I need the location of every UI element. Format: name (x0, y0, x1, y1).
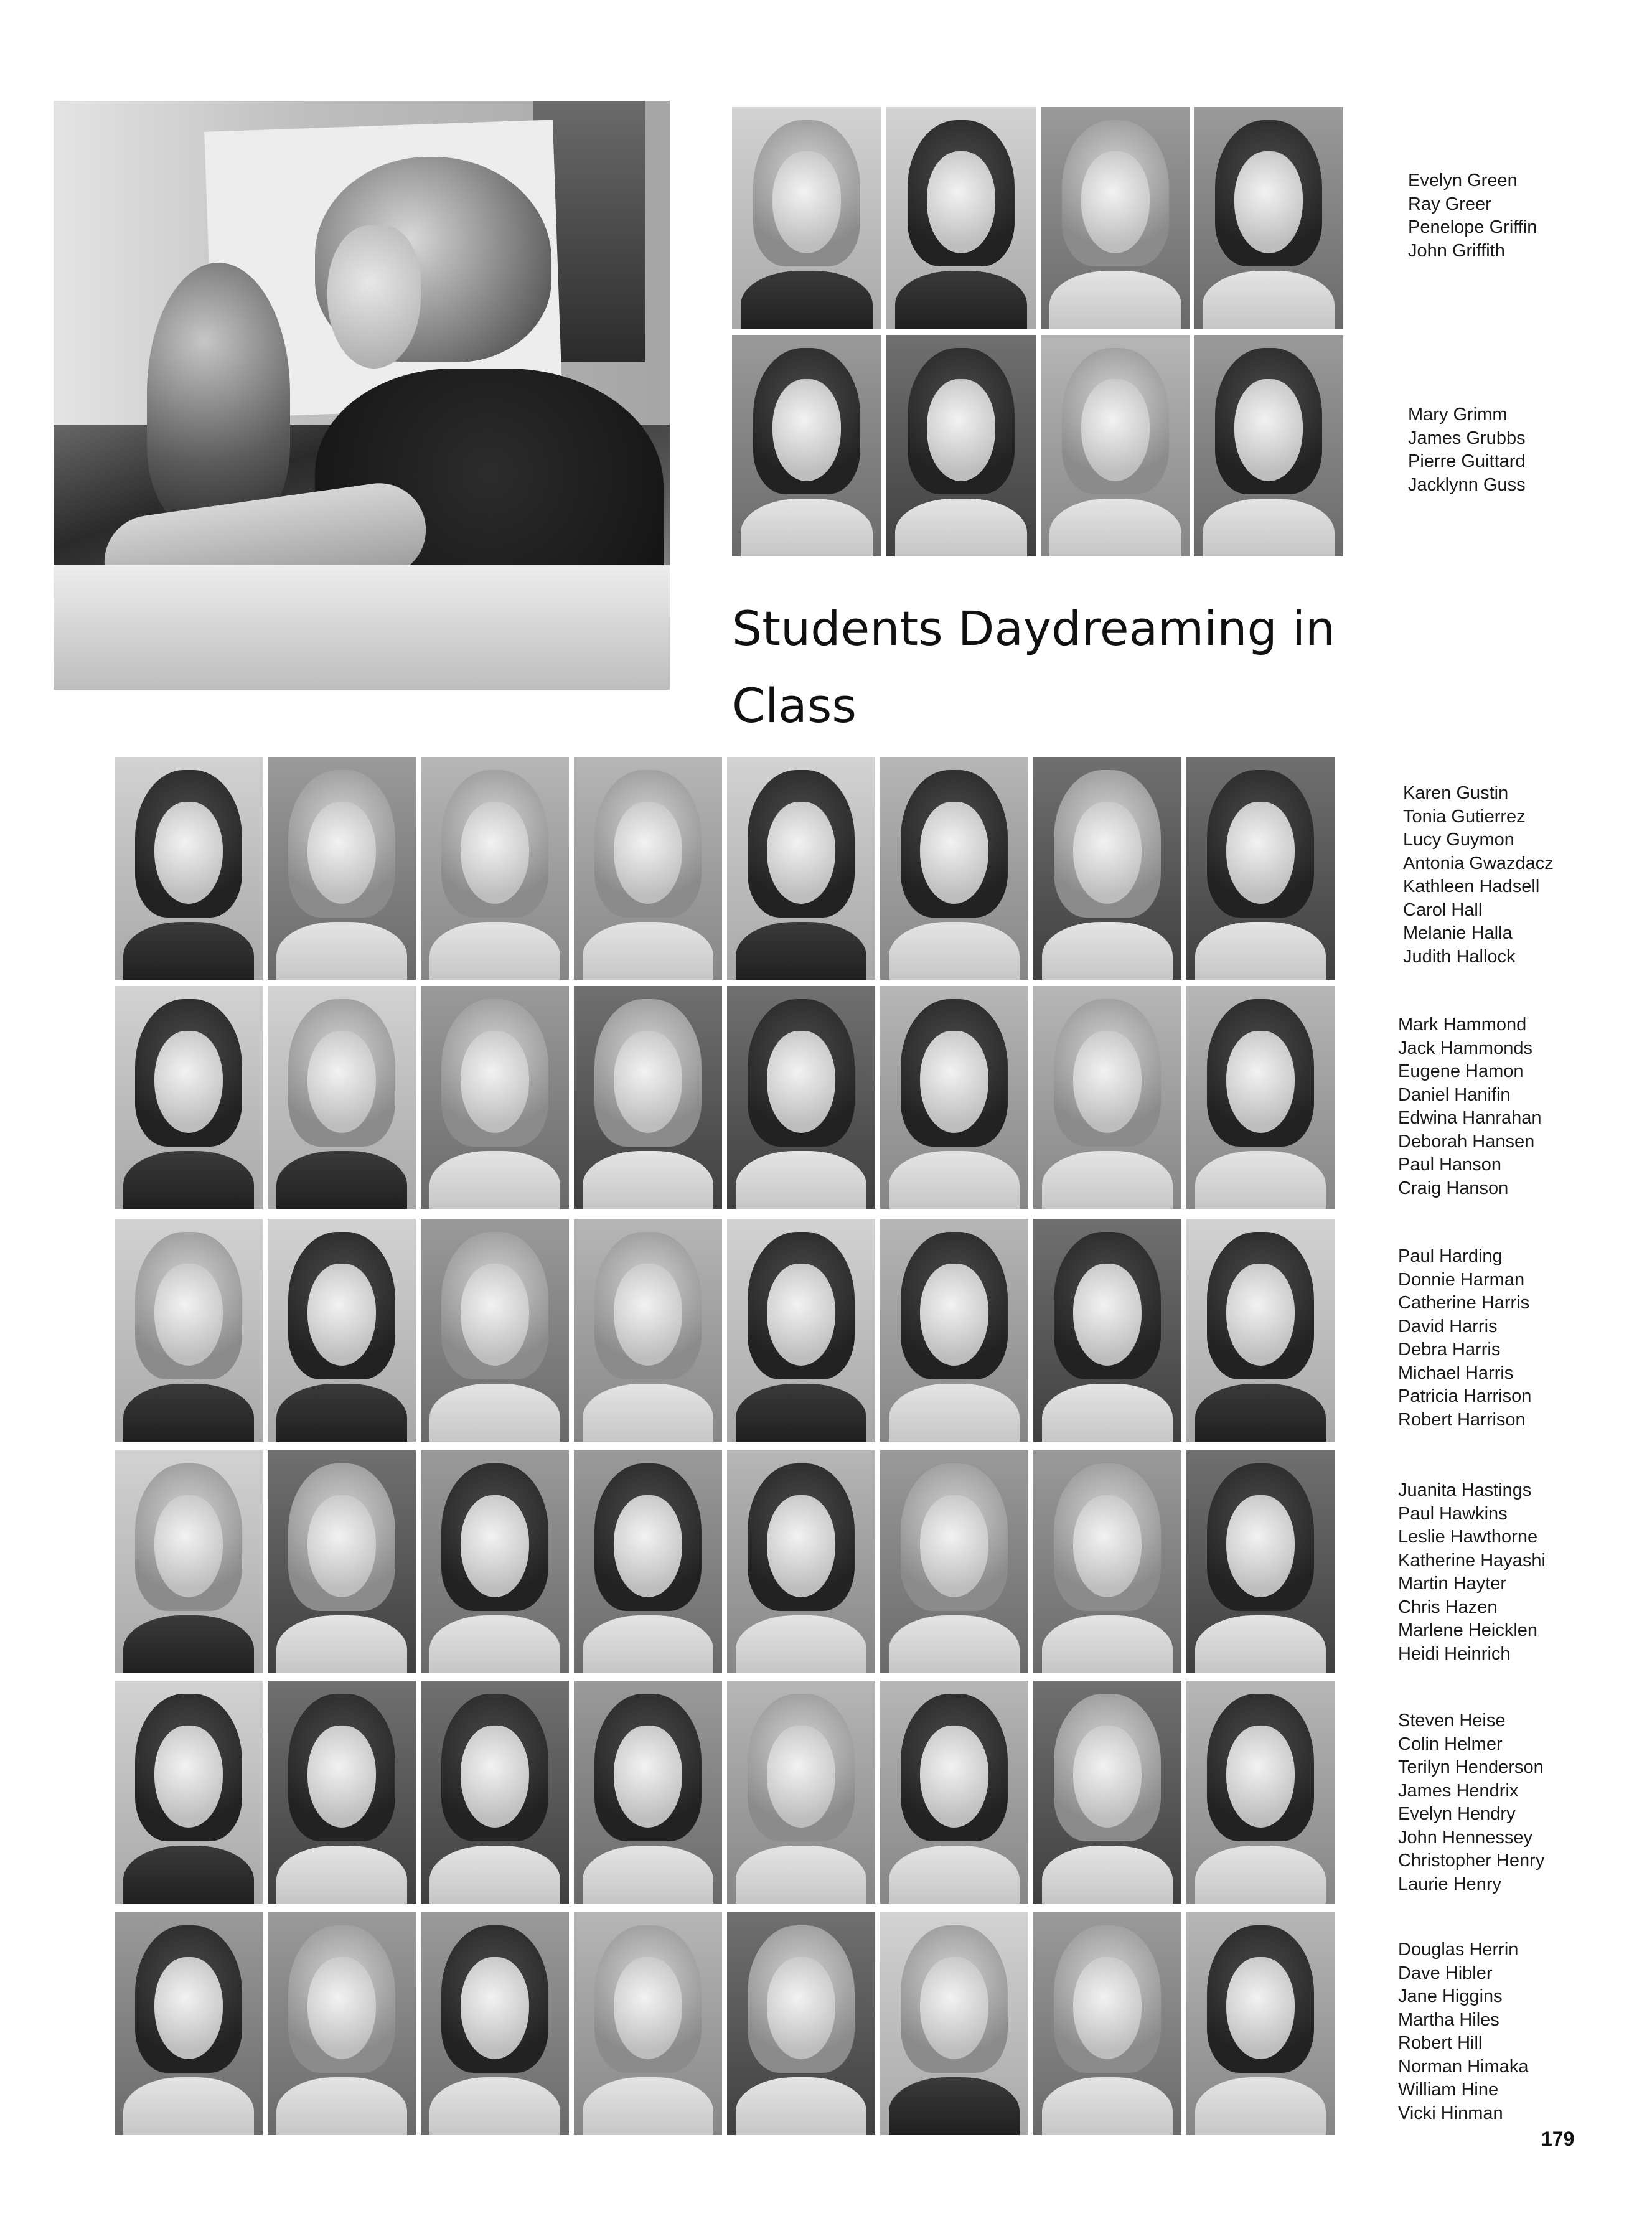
student-portrait (115, 757, 263, 980)
student-name: John Hennessey (1398, 1827, 1533, 1848)
headline: Students Daydreaming in Class (732, 601, 1336, 733)
student-name: James Grubbs (1408, 428, 1526, 448)
student-name: Jane Higgins (1398, 1986, 1503, 2006)
name-list-top-2 (1408, 403, 1526, 497)
student-portrait (421, 1912, 569, 2135)
student-name: Chris Hazen (1398, 1597, 1498, 1617)
student-name: Paul Hanson (1398, 1155, 1502, 1175)
student-name: Jacklynn Guss (1408, 474, 1526, 495)
student-name: Steven Heise (1398, 1711, 1506, 1730)
student-portrait (880, 1450, 1028, 1673)
student-name: Leslie Hawthorne (1398, 1527, 1538, 1547)
name-list-row-5 (1398, 1709, 1544, 1896)
student-portrait (574, 1219, 722, 1442)
student-name: James Hendrix (1398, 1780, 1519, 1801)
student-portrait (727, 1450, 875, 1673)
student-name: Christopher Henry (1398, 1851, 1545, 1871)
student-portrait (574, 1912, 722, 2135)
student-portrait (727, 1681, 875, 1904)
student-portrait (1194, 107, 1343, 329)
student-name: Katherine Hayashi (1398, 1550, 1546, 1571)
student-portrait (732, 335, 881, 556)
student-name: Evelyn Hendry (1398, 1804, 1516, 1824)
student-portrait (1186, 1450, 1335, 1673)
student-portrait (732, 107, 881, 329)
student-portrait (880, 757, 1028, 980)
student-name: Martha Hiles (1398, 2009, 1499, 2030)
student-name: Pierre Guittard (1408, 451, 1526, 471)
student-portrait (115, 986, 263, 1209)
student-name: Debra Harris (1398, 1340, 1501, 1359)
student-name: Mark Hammond (1398, 1015, 1527, 1035)
student-portrait (1033, 1450, 1181, 1673)
student-name: Jack Hammonds (1398, 1038, 1532, 1058)
student-portrait (115, 1681, 263, 1904)
student-portrait (1194, 335, 1343, 556)
student-name: Martin Hayter (1398, 1574, 1507, 1594)
student-name: Mary Grimm (1408, 405, 1508, 425)
student-portrait (574, 1681, 722, 1904)
student-name: Daniel Hanifin (1398, 1084, 1511, 1105)
name-list-row-6 (1398, 1938, 1529, 2125)
student-portrait (268, 1681, 416, 1904)
student-portrait (1186, 1912, 1335, 2135)
student-portrait (880, 1912, 1028, 2135)
candid-photo (54, 101, 670, 690)
student-portrait (1033, 986, 1181, 1209)
student-name: Craig Hanson (1398, 1178, 1509, 1198)
student-portrait (880, 1219, 1028, 1442)
student-name: Karen Gustin (1403, 783, 1509, 803)
student-portrait (268, 1450, 416, 1673)
name-list-row-3 (1398, 1245, 1531, 1432)
student-portrait (1041, 335, 1190, 556)
student-portrait (574, 757, 722, 980)
student-portrait (1033, 1219, 1181, 1442)
student-portrait (268, 757, 416, 980)
student-name: Carol Hall (1403, 899, 1483, 920)
student-portrait (574, 986, 722, 1209)
student-name: Heidi Heinrich (1398, 1643, 1511, 1664)
student-name: Dave Hibler (1398, 1963, 1493, 1983)
student-portrait (880, 986, 1028, 1209)
student-name: Colin Helmer (1398, 1734, 1503, 1754)
student-name: Melanie Halla (1403, 923, 1513, 943)
student-name: Juanita Hastings (1398, 1480, 1532, 1500)
student-portrait (886, 335, 1036, 556)
student-portrait (1186, 757, 1335, 980)
student-portrait (1033, 757, 1181, 980)
student-name: Douglas Herrin (1398, 1940, 1519, 1960)
student-portrait (1186, 1219, 1335, 1442)
student-portrait (421, 1681, 569, 1904)
student-portrait (421, 1450, 569, 1673)
student-name: Lucy Guymon (1403, 830, 1514, 850)
student-portrait (115, 1912, 263, 2135)
student-name: Deborah Hansen (1398, 1131, 1535, 1152)
student-name: Catherine Harris (1398, 1293, 1530, 1313)
student-name: Robert Hill (1398, 2033, 1483, 2053)
student-portrait (268, 1912, 416, 2135)
student-name: Vicki Hinman (1398, 2103, 1503, 2123)
student-portrait (421, 1219, 569, 1442)
student-portrait (886, 107, 1036, 329)
student-name: Michael Harris (1398, 1363, 1514, 1383)
student-portrait (727, 757, 875, 980)
name-list-row-4 (1398, 1479, 1546, 1666)
student-name: Paul Harding (1398, 1246, 1503, 1266)
student-name: Edwina Hanrahan (1398, 1108, 1542, 1128)
name-list-row-1 (1403, 782, 1554, 969)
student-name: Terilyn Henderson (1398, 1757, 1544, 1777)
student-name: Penelope Griffin (1408, 217, 1537, 237)
student-name: Eugene Hamon (1398, 1061, 1524, 1081)
student-name: Donnie Harman (1398, 1269, 1525, 1290)
student-name: John Griffith (1408, 240, 1505, 261)
student-portrait (115, 1219, 263, 1442)
student-portrait (574, 1450, 722, 1673)
student-portrait (268, 1219, 416, 1442)
student-name: William Hine (1398, 2080, 1499, 2100)
student-portrait (727, 986, 875, 1209)
student-portrait (1186, 1681, 1335, 1904)
student-portrait (421, 757, 569, 980)
student-name: Robert Harrison (1398, 1409, 1526, 1430)
student-name: Patricia Harrison (1398, 1386, 1532, 1406)
student-portrait (727, 1219, 875, 1442)
student-portrait (1033, 1681, 1181, 1904)
student-name: David Harris (1398, 1316, 1498, 1336)
student-name: Kathleen Hadsell (1403, 876, 1540, 896)
student-name: Ray Greer (1408, 194, 1491, 214)
student-name: Marlene Heicklen (1398, 1620, 1538, 1640)
student-name: Tonia Gutierrez (1403, 806, 1526, 827)
page-number: 179 (1541, 2128, 1575, 2150)
student-portrait (115, 1450, 263, 1673)
student-name: Judith Hallock (1403, 946, 1516, 967)
student-portrait (880, 1681, 1028, 1904)
name-list-top-1 (1408, 169, 1537, 263)
student-portrait (421, 986, 569, 1209)
student-name: Laurie Henry (1398, 1874, 1502, 1894)
student-portrait (1041, 107, 1190, 329)
student-portrait (727, 1912, 875, 2135)
name-list-row-2 (1398, 1013, 1542, 1200)
student-name: Norman Himaka (1398, 2056, 1529, 2077)
student-name: Paul Hawkins (1398, 1503, 1508, 1524)
student-portrait (1033, 1912, 1181, 2135)
student-name: Evelyn Green (1408, 171, 1518, 190)
student-portrait (1186, 986, 1335, 1209)
student-portrait (268, 986, 416, 1209)
student-name: Antonia Gwazdacz (1403, 853, 1554, 873)
